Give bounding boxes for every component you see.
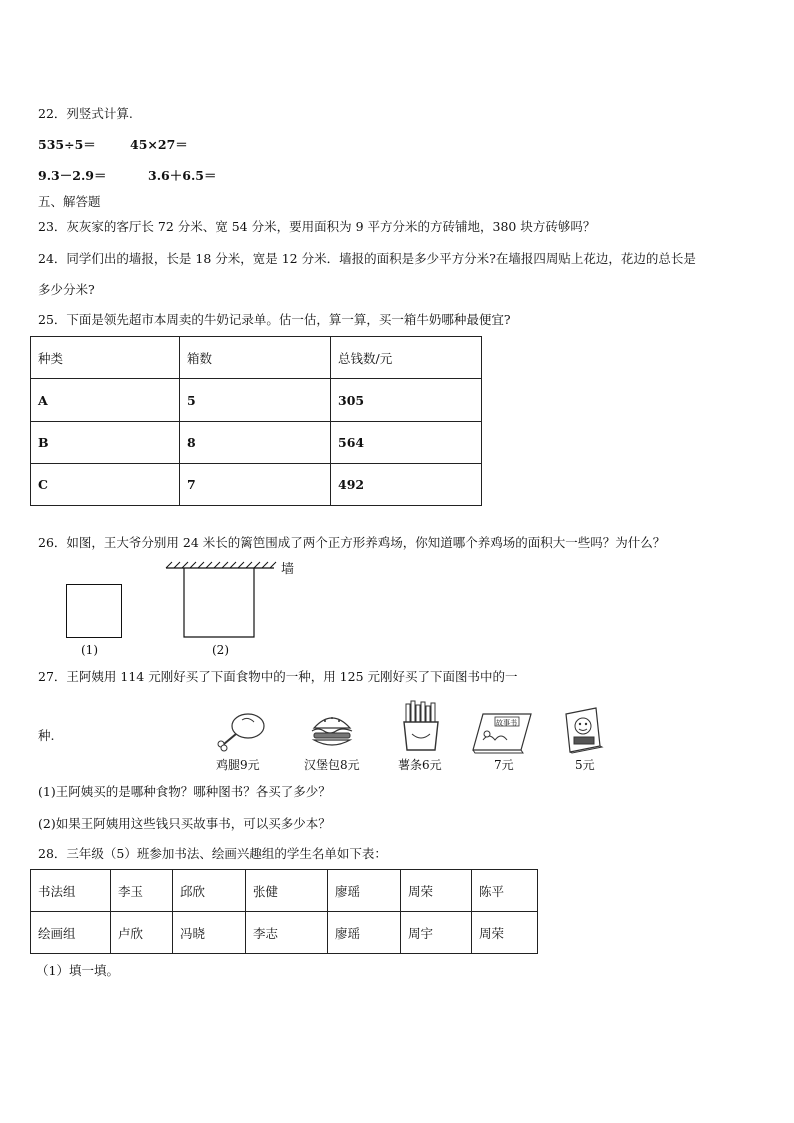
q27-line2: 种.	[38, 728, 55, 743]
fries-icon	[400, 700, 442, 752]
table-row	[31, 422, 482, 464]
q22-expr-1: 535÷5＝	[38, 137, 96, 152]
table-row	[31, 464, 482, 506]
table-cell: 周宇	[401, 912, 472, 954]
square-pen-1	[66, 584, 122, 638]
q22-expr-4: 3.6＋6.5＝	[148, 168, 217, 183]
item-label-story-book: 7元	[494, 758, 514, 772]
table-cell: 绘画组	[31, 912, 111, 954]
q23-text: 23．灰灰家的客厅长 72 分米、宽 54 分米，要用面积为 9 平方分米的方砖铺地，380 块方砖够吗？	[38, 219, 596, 234]
table-cell: 冯晓	[173, 912, 246, 954]
hamburger-icon	[308, 708, 356, 752]
item-label-hamburger: 汉堡包8元	[304, 758, 360, 772]
table-cell: 廖瑶	[328, 870, 401, 912]
interest-group-table	[30, 869, 538, 954]
q28-text: 28．三年级（5）班参加书法、绘画兴趣组的学生名单如下表：	[38, 846, 387, 861]
table-header-cell: 种类	[31, 337, 180, 379]
table-row	[31, 337, 482, 379]
table-cell: 邱欣	[173, 870, 246, 912]
table-cell: 7	[180, 464, 331, 506]
section-title: 五、解答题	[38, 194, 101, 209]
book-title-text: 故事书	[496, 719, 517, 727]
fig1-label: (1)	[81, 643, 98, 657]
item-label-picture-book: 5元	[575, 758, 595, 772]
table-cell: 廖瑶	[328, 912, 401, 954]
q27-sub1: (1)王阿姨买的是哪种食物？哪种图书？各买了多少？	[38, 784, 331, 799]
q24-line2: 多少分米?	[38, 282, 95, 297]
table-header-cell: 总钱数/元	[331, 337, 482, 379]
table-cell: 李玉	[111, 870, 173, 912]
q26-text: 26．如图，王大爷分别用 24 米长的篱笆围成了两个正方形养鸡场，你知道哪个养鸡场的面积大一些吗？为什么？	[38, 535, 666, 550]
table-cell: 8	[180, 422, 331, 464]
table-row	[31, 912, 538, 954]
table-row	[31, 870, 538, 912]
table-cell: 张健	[246, 870, 328, 912]
story-book-icon	[469, 710, 535, 754]
picture-book-icon	[562, 706, 604, 754]
table-row	[31, 379, 482, 422]
table-header-cell: 箱数	[180, 337, 331, 379]
table-cell: C	[31, 464, 180, 506]
item-label-chicken: 鸡腿9元	[216, 758, 260, 772]
table-cell: 李志	[246, 912, 328, 954]
table-cell: 周荣	[472, 912, 538, 954]
table-cell: 564	[331, 422, 482, 464]
table-cell: 周荣	[401, 870, 472, 912]
table-cell: 5	[180, 379, 331, 422]
q22-title: 22．列竖式计算.	[38, 106, 133, 121]
item-label-fries: 薯条6元	[398, 758, 442, 772]
wall-hatch	[160, 560, 280, 640]
wall-label: 墙	[281, 562, 295, 577]
table-cell: 书法组	[31, 870, 111, 912]
q22-expr-3: 9.3－2.9＝	[38, 168, 107, 183]
q22-expr-2: 45×27＝	[130, 137, 188, 152]
table-cell: 305	[331, 379, 482, 422]
q27-line1: 27．王阿姨用 114 元刚好买了下面食物中的一种，用 125 元刚好买了下面图书中的一	[38, 669, 518, 684]
table-cell: 492	[331, 464, 482, 506]
table-cell: 卢欣	[111, 912, 173, 954]
table-cell: B	[31, 422, 180, 464]
q25-text: 25．下面是领先超市本周卖的牛奶记录单。估一估，算一算，买一箱牛奶哪种最便宜?	[38, 312, 511, 327]
chicken-leg-icon	[210, 708, 270, 753]
table-cell: 陈平	[472, 870, 538, 912]
q27-sub2: (2)如果王阿姨用这些钱只买故事书，可以买多少本？	[38, 816, 331, 831]
fig2-label: (2)	[212, 643, 229, 657]
q24-line1: 24．同学们出的墙报，长是 18 分米，宽是 12 分米．墙报的面积是多少平方分米?在墙报四周贴上花边，花边的总长是	[38, 251, 696, 266]
milk-table	[30, 336, 482, 506]
table-cell: A	[31, 379, 180, 422]
q28-sub1: （1）填一填。	[36, 963, 119, 978]
